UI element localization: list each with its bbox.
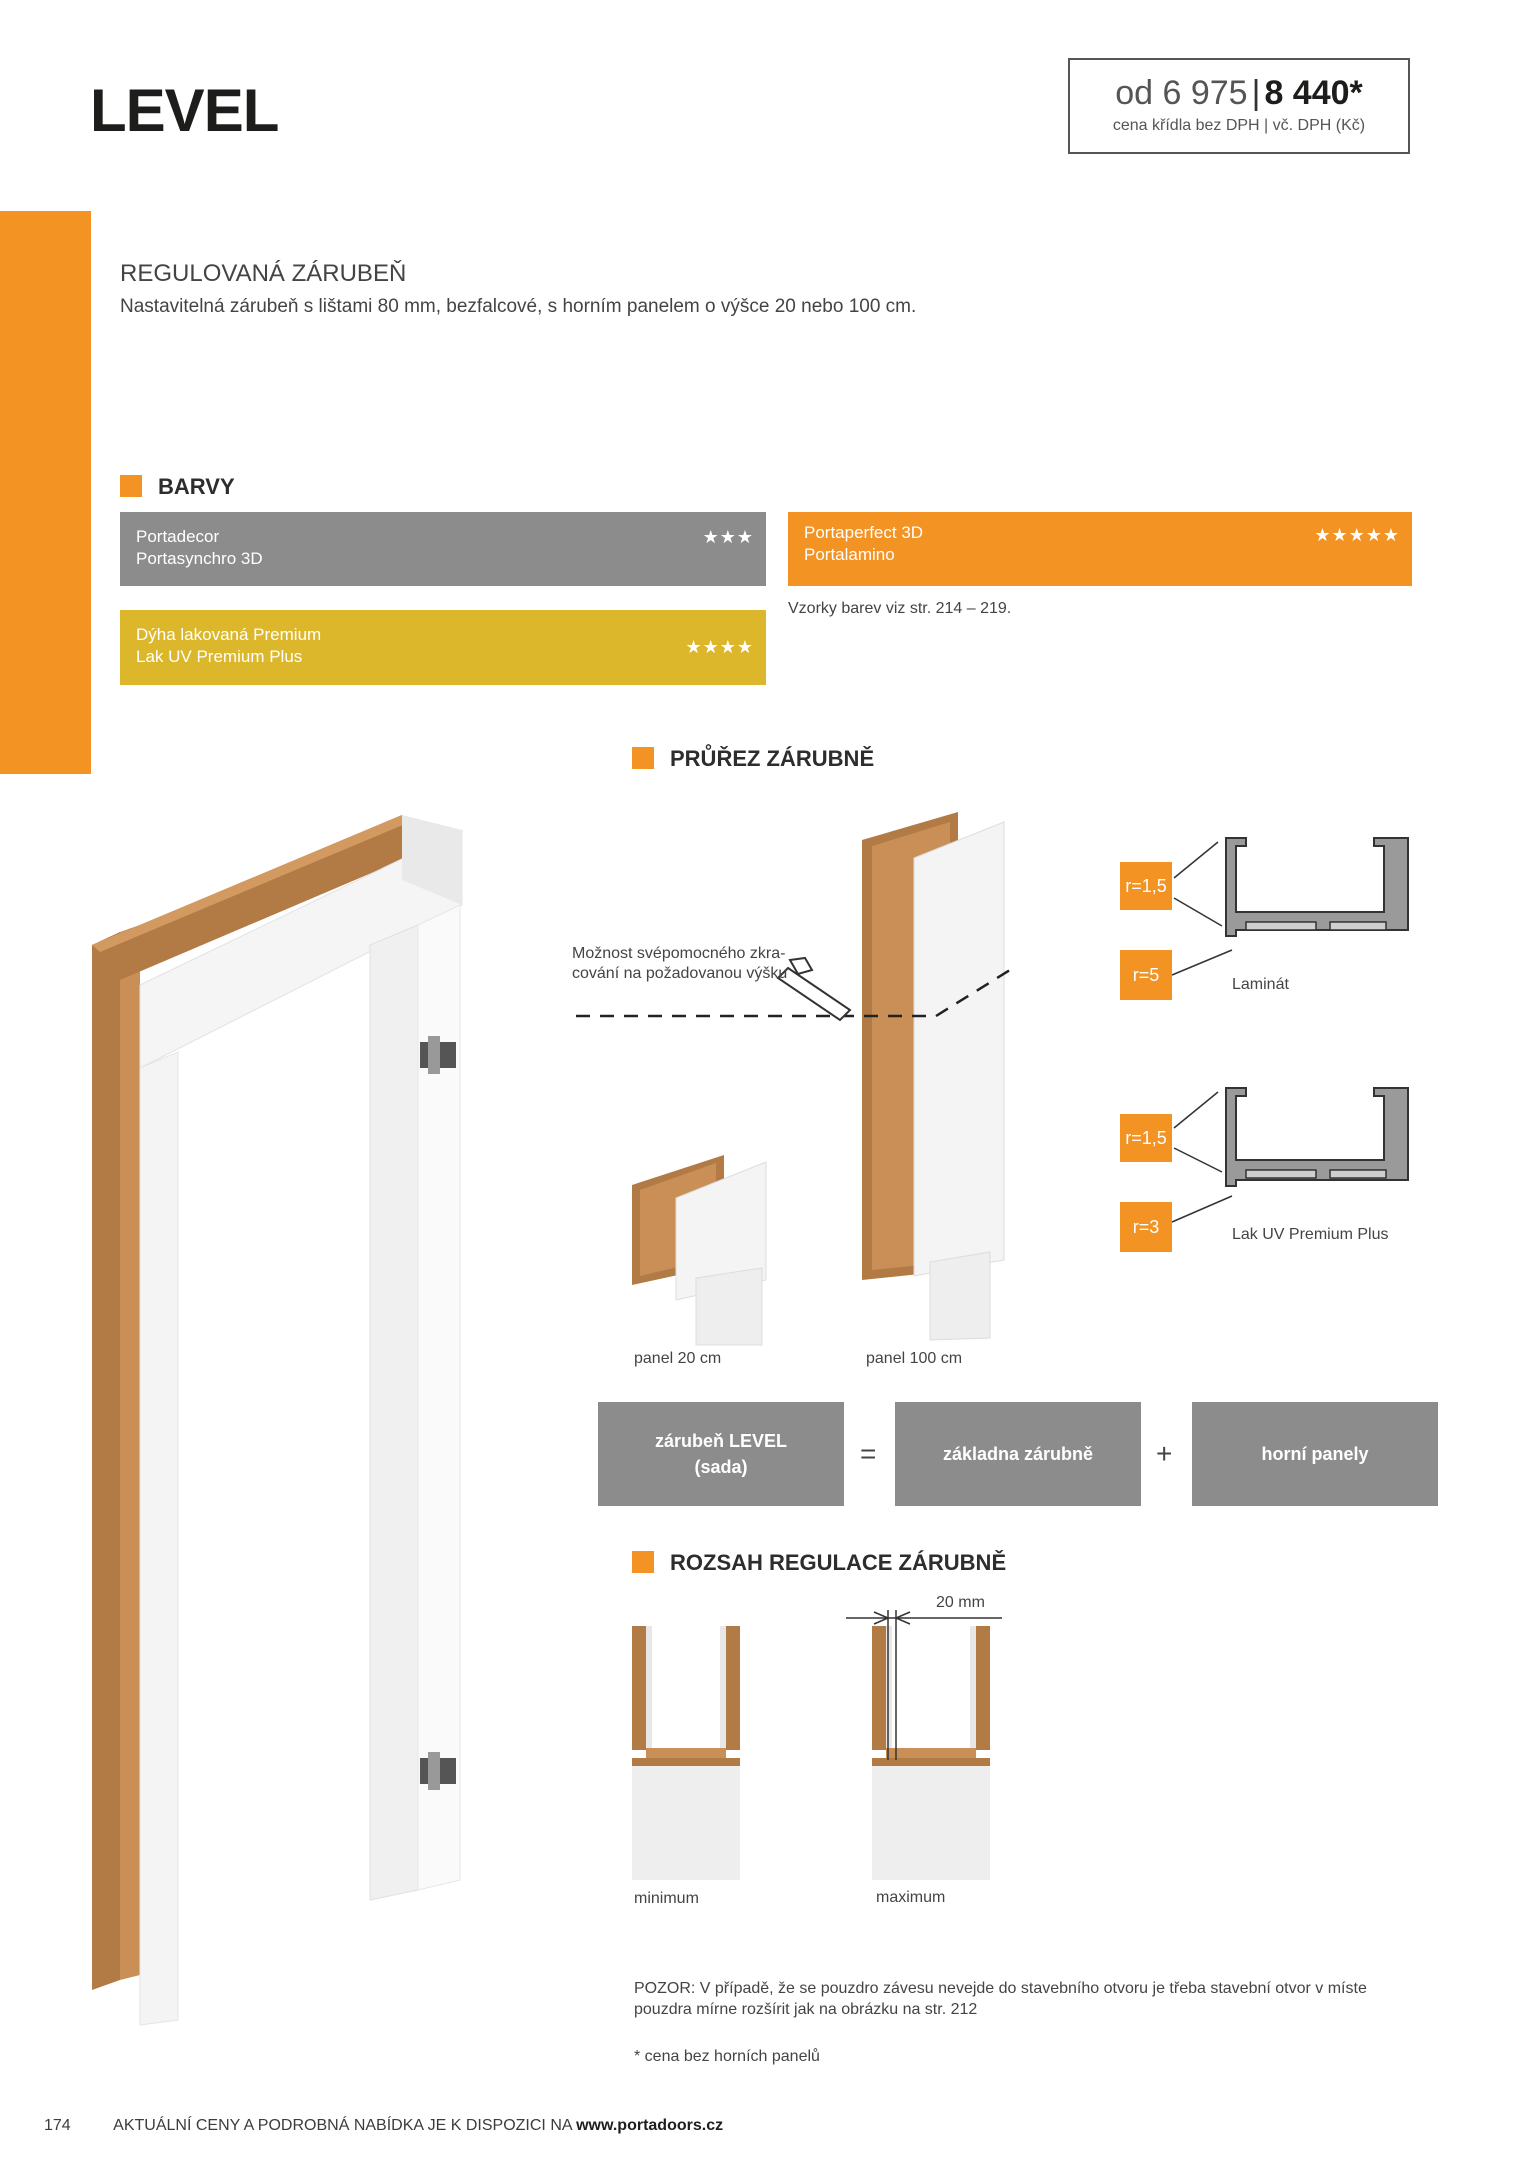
set-label: zárubeň LEVEL [654, 1431, 788, 1451]
radius-badge: r=1,5 [1120, 1114, 1172, 1162]
rating-stars-icon: ★★★ [702, 527, 754, 547]
minimum-label: minimum [634, 1890, 699, 1907]
cross-section-heading-label: PRŮŘEZ ZÁRUBNĚ [670, 746, 875, 771]
price-separator: | [1251, 74, 1261, 112]
product-subtitle: REGULOVANÁ ZÁRUBEŇ [120, 260, 407, 287]
plus-sign: + [1156, 1438, 1173, 1469]
rating-stars-icon: ★★★★★ [1314, 525, 1400, 545]
set-sublabel: (sada) [694, 1457, 748, 1477]
page-title: LEVEL [90, 77, 279, 144]
page-number: 174 [44, 2117, 71, 2134]
warning-note [634, 1978, 1367, 2020]
colors-heading-label: BARVY [158, 474, 235, 499]
panel-100-label: panel 100 cm [866, 1350, 963, 1367]
price-vat: 8 440* [1264, 74, 1363, 112]
color-box-line2: Portasynchro 3D [136, 549, 263, 568]
color-box-line1: Portadecor [136, 527, 220, 546]
profile-label-lak-uv: Lak UV Premium Plus [1232, 1226, 1389, 1243]
footnote: * cena bez horních panelů [634, 2048, 820, 2065]
color-box-line1: Portaperfect 3D [804, 523, 924, 542]
panel-20-label: panel 20 cm [634, 1350, 722, 1367]
price-note: cena křídla bez DPH | vč. DPH (Kč) [1112, 117, 1366, 134]
equals-sign: = [860, 1438, 877, 1469]
color-box-line2: Lak UV Premium Plus [136, 647, 303, 666]
profile-label-laminat: Laminát [1232, 976, 1289, 993]
regulation-heading-label: ROZSAH REGULACE ZÁRUBNĚ [670, 1550, 1007, 1575]
base-box: základna zárubně [895, 1402, 1141, 1506]
color-box-line1: Dýha lakovaná Premium [136, 625, 322, 644]
warning-line1: POZOR: V případě, že se pouzdro závesu nevejde do stavebního otvoru je třeba stavební otvor v míste [634, 1980, 1367, 1997]
cut-note-line1: Možnost svépomocného zkra- [572, 945, 786, 962]
price-from: od 6 975 [1115, 74, 1248, 112]
rating-stars-icon: ★★★★ [685, 637, 754, 657]
color-samples-note: Vzorky barev viz str. 214 – 219. [788, 600, 1012, 617]
warning-line2: pouzdra mírne rozšírit jak na obrázku na str. 212 [634, 2001, 978, 2018]
footer-url[interactable]: www.portadoors.cz [576, 2117, 724, 2134]
product-description: Nastavitelná zárubeň s lištami 80 mm, bezfalcové, s horním panelem o výšce 20 nebo 100 cm. [120, 296, 917, 317]
footer [44, 2117, 723, 2135]
radius-badge: r=5 [1120, 950, 1172, 1000]
footer-text: AKTUÁLNÍ CENY A PODROBNÁ NABÍDKA JE K DISPOZICI NA [113, 2117, 577, 2134]
color-box-line2: Portalamino [804, 545, 895, 564]
radius-badge: r=1,5 [1120, 862, 1172, 910]
maximum-label: maximum [876, 1889, 946, 1906]
cut-note-line2: cování na požadovanou výšku [572, 965, 788, 982]
dimension-label: 20 mm [936, 1594, 985, 1611]
panels-box: horní panely [1192, 1402, 1438, 1506]
radius-badge: r=3 [1120, 1202, 1172, 1252]
